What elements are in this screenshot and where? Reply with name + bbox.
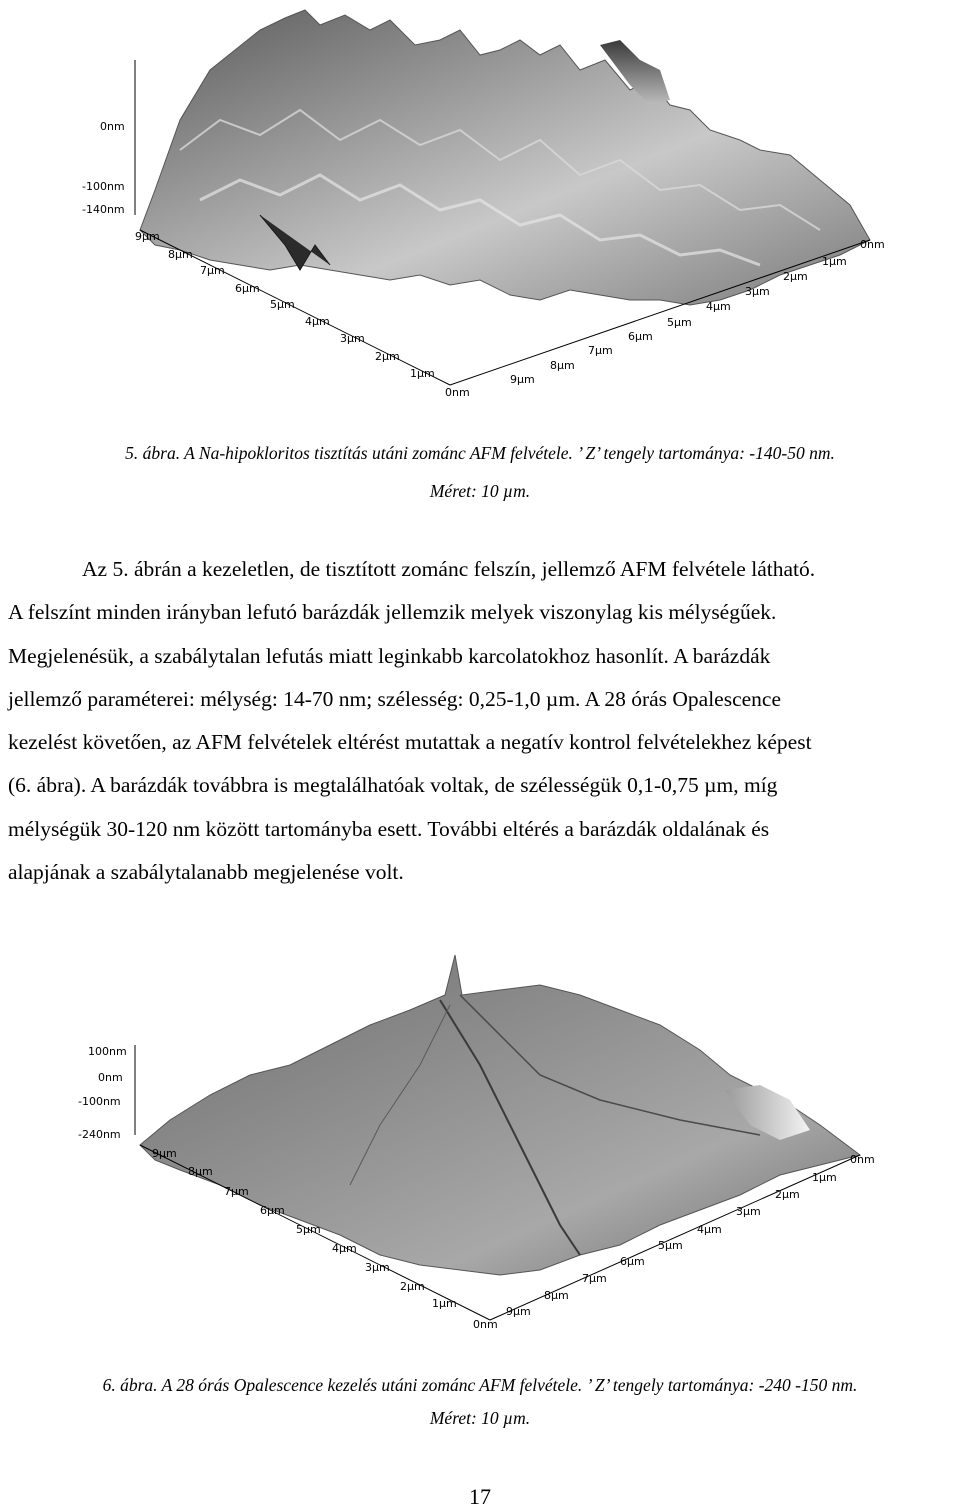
y-tick-label: 8µm	[168, 248, 193, 261]
y-tick-label: 4µm	[332, 1242, 357, 1255]
x-tick-label: 3µm	[736, 1205, 761, 1218]
afm-figure-5	[60, 0, 900, 410]
x-tick-label: 6µm	[620, 1255, 645, 1268]
paragraph-line: jellemző paraméterei: mélység: 14-70 nm; szélesség: 0,25-1,0 µm. A 28 órás Opalescence	[8, 686, 782, 711]
body-paragraph	[8, 548, 956, 894]
y-tick-label: 2µm	[400, 1280, 425, 1293]
figure-6-caption: 6. ábra. A 28 órás Opalescence kezelés utáni zománc AFM felvétele. ’ Z’ tengely tartománya: -240 -150 nm.	[102, 1375, 858, 1395]
x-tick-label: 5µm	[658, 1239, 683, 1252]
paragraph-line: kezelést követően, az AFM felvételek eltérést mutattak a negatív kontrol felvételekhez képest	[8, 730, 812, 755]
x-tick-label: 1µm	[822, 255, 847, 268]
y-tick-label: 9µm	[135, 230, 160, 243]
figure-5-caption: 5. ábra. A Na-hipokloritos tisztítás utáni zománc AFM felvétele. ’ Z’ tengely tartománya: -140-50 nm.	[125, 443, 835, 463]
figure-6-size: Méret: 10 µm.	[429, 1408, 531, 1428]
y-tick-label: 8µm	[188, 1165, 213, 1178]
figure-5-size: Méret: 10 µm.	[429, 481, 531, 501]
x-tick-label: 2µm	[783, 270, 808, 283]
x-tick-label: 9µm	[506, 1305, 531, 1318]
y-tick-label: 7µm	[200, 264, 225, 277]
x-tick-label: 1µm	[812, 1171, 837, 1184]
z-tick-label: -100nm	[78, 1095, 121, 1108]
x-tick-label: 8µm	[550, 359, 575, 372]
y-tick-label: 0nm	[445, 386, 470, 399]
y-tick-label: 6µm	[260, 1204, 285, 1217]
y-tick-label: 3µm	[340, 332, 365, 345]
afm-surface-5	[60, 0, 900, 410]
z-tick-label: -240nm	[78, 1128, 121, 1141]
paragraph-line: (6. ábra). A barázdák továbbra is megtalálhatóak voltak, de szélességük 0,1-0,75 µm, míg	[8, 773, 778, 798]
x-tick-label: 5µm	[667, 316, 692, 329]
afm-surface-6	[60, 925, 900, 1345]
paragraph-line: Megjelenésük, a szabálytalan lefutás miatt leginkabb karcolatokhoz hasonlít. A barázdák	[8, 643, 771, 668]
x-tick-label: 4µm	[697, 1223, 722, 1236]
x-tick-label: 8µm	[544, 1289, 569, 1302]
x-tick-label: 7µm	[582, 1272, 607, 1285]
y-tick-label: 5µm	[296, 1223, 321, 1236]
z-tick-label: 0nm	[98, 1071, 123, 1084]
z-tick-label: -140nm	[82, 203, 125, 216]
y-tick-label: 7µm	[224, 1185, 249, 1198]
paragraph-line: Az 5. ábrán a kezeletlen, de tisztított zománc felszín, jellemző AFM felvétele látható.	[82, 557, 816, 581]
y-tick-label: 2µm	[375, 350, 400, 363]
x-tick-label: 7µm	[588, 344, 613, 357]
x-tick-label: 0nm	[860, 238, 885, 251]
y-tick-label: 1µm	[432, 1297, 457, 1310]
x-tick-label: 0nm	[850, 1153, 875, 1166]
y-tick-label: 6µm	[235, 282, 260, 295]
x-tick-label: 2µm	[775, 1188, 800, 1201]
paragraph-line: mélységük 30-120 nm között tartományba esett. További eltérés a barázdák oldalának és	[8, 816, 770, 841]
y-tick-label: 1µm	[410, 367, 435, 380]
y-tick-label: 0nm	[473, 1318, 498, 1331]
x-tick-label: 9µm	[510, 373, 535, 386]
z-tick-label: 0nm	[100, 120, 125, 133]
x-tick-label: 4µm	[706, 300, 731, 313]
y-tick-label: 5µm	[270, 298, 295, 311]
y-tick-label: 4µm	[305, 315, 330, 328]
page-number: 17	[469, 1484, 491, 1509]
y-tick-label: 3µm	[365, 1261, 390, 1274]
y-tick-label: 9µm	[152, 1147, 177, 1160]
z-tick-label: 100nm	[88, 1045, 127, 1058]
z-tick-label: -100nm	[82, 180, 125, 193]
paragraph-line: alapjának a szabálytalanabb megjelenése volt.	[8, 860, 404, 885]
x-tick-label: 3µm	[745, 285, 770, 298]
paragraph-line: A felszínt minden irányban lefutó barázdák jellemzik melyek viszonylag kis mélységűek.	[8, 600, 777, 625]
afm-figure-6	[60, 925, 900, 1345]
x-tick-label: 6µm	[628, 330, 653, 343]
